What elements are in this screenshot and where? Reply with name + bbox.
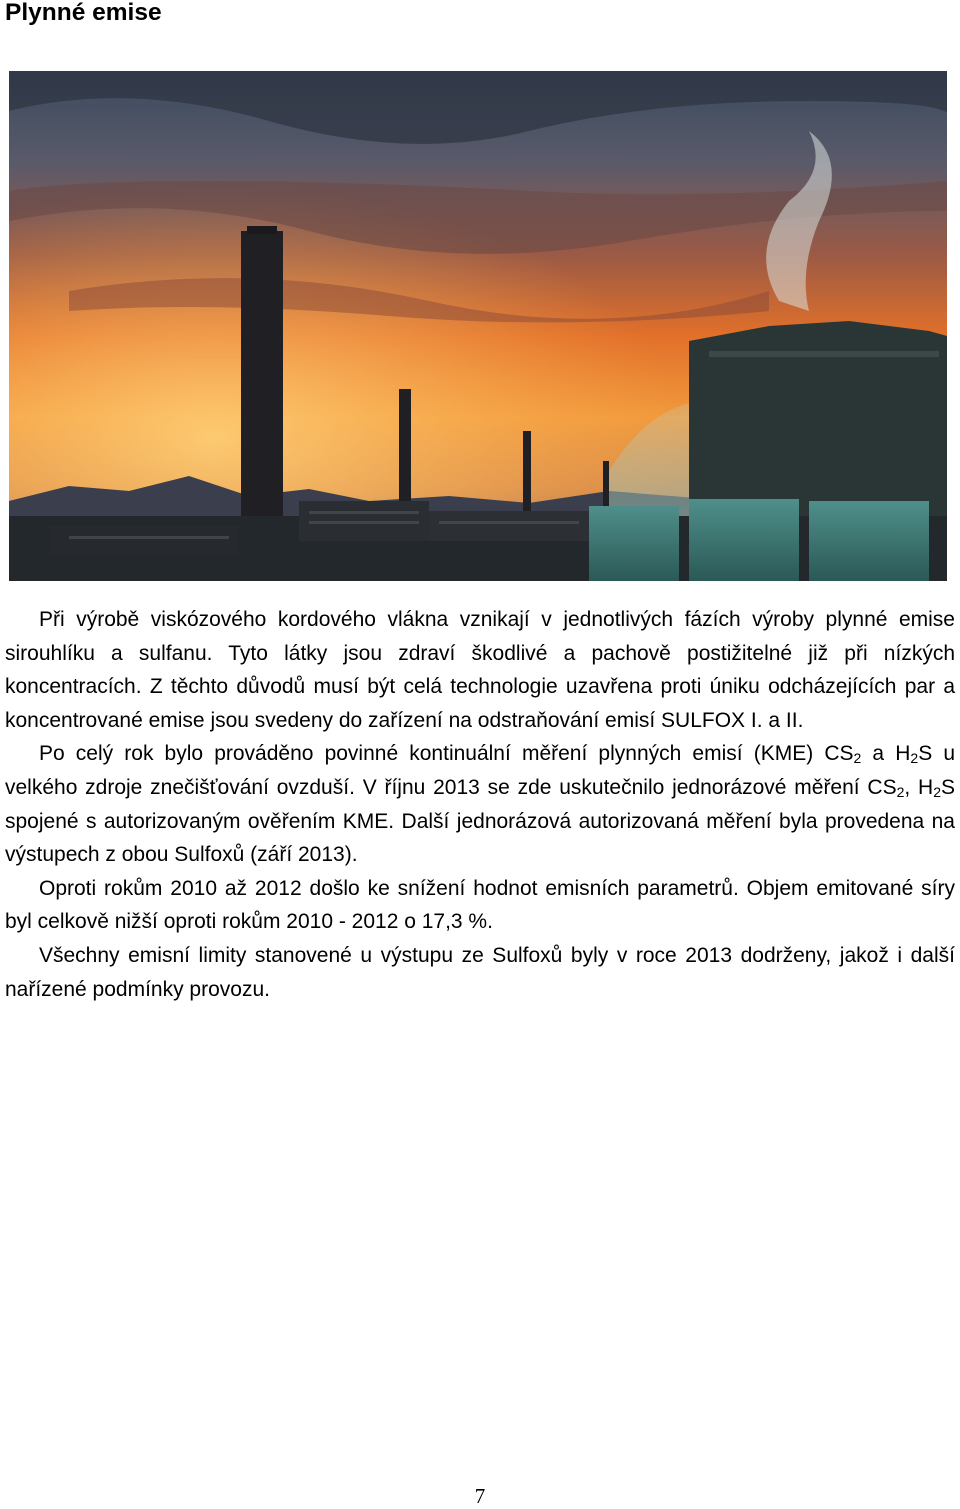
paragraph-1: Při výrobě viskózového kordového vlákna vznikají v jednotlivých fázích výroby plynné emise sirouhlíku a sulfanu. Tyto látky jsou zdraví škodlivé a pachově postižitelné již při nízkých koncentracích. Z těchto důvodů musí být celá technologie uzavřena proti úniku odcházejících par a koncentrované emise jsou svedeny do zařízení na odstraňování emisí SULFOX I. a II. bbox=[5, 608, 955, 732]
subscript: 2 bbox=[853, 750, 862, 767]
paragraph-2-part-2: a H bbox=[861, 742, 911, 766]
paragraph-2-part-5: S spojené s autorizovaným ověřením KME. Další jednorázová autorizovaná měření byla provedena na výstupech z obou Sulfoxů (září 2013). bbox=[5, 775, 955, 867]
subscript: 2 bbox=[896, 783, 905, 800]
paragraph-2 bbox=[5, 737, 955, 871]
paragraph-2-part-3: S u velkého zdroje znečišťování ovzduší. V říjnu 2013 se zde uskutečnilo jednorázové měření CS bbox=[5, 742, 955, 799]
paragraph-2-part-1: Po celý rok bylo prováděno povinné kontinuální měření plynných emisí (KME) CS bbox=[39, 742, 854, 766]
paragraph-3: Oproti rokům 2010 až 2012 došlo ke snížení hodnot emisních parametrů. Objem emitované síry byl celkově nižší oproti rokům 2010 - 2012 o 17,3 %. bbox=[5, 876, 955, 934]
body-text bbox=[5, 603, 955, 1006]
paragraph-4: Všechny emisní limity stanovené u výstupu ze Sulfoxů byly v roce 2013 dodrženy, jakož i další nařízené podmínky provozu. bbox=[5, 943, 955, 1001]
paragraph-2-part-4: , H bbox=[904, 775, 934, 799]
page-number: 7 bbox=[474, 1484, 486, 1508]
subscript: 2 bbox=[910, 750, 919, 767]
industrial-plant-sunset-photo bbox=[9, 71, 947, 581]
page-title: Plynné emise bbox=[5, 0, 162, 26]
subscript: 2 bbox=[933, 783, 941, 800]
